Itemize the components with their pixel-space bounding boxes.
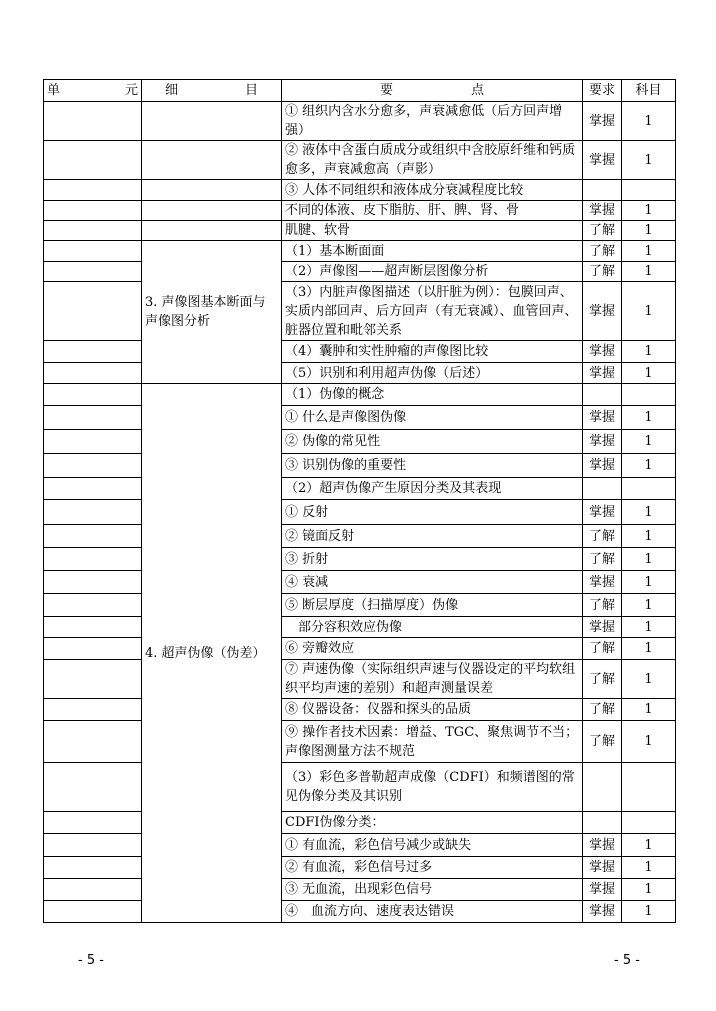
detail-section3: 3. 声像图基本断面与声像图分析 xyxy=(142,241,282,384)
requirement-cell: 掌握 xyxy=(583,454,622,478)
detail-cell xyxy=(142,201,282,221)
subject-cell: 1 xyxy=(622,262,676,282)
subject-cell: 1 xyxy=(622,699,676,721)
requirement-cell: 掌握 xyxy=(583,617,622,638)
point-cell: （3）内脏声像图描述（以肝脏为例）：包膜回声、实质内部回声、后方回声（有无衰减）、血管回声、脏器位置和毗邻关系 xyxy=(282,282,583,341)
point-cell: ① 组织内含水分愈多，声衰减愈低（后方回声增强） xyxy=(282,102,583,141)
requirement-cell xyxy=(583,180,622,201)
unit-cell xyxy=(44,879,142,901)
table-row xyxy=(44,901,676,923)
unit-cell xyxy=(44,262,142,282)
requirement-cell: 了解 xyxy=(583,221,622,241)
subject-cell: 1 xyxy=(622,282,676,341)
subject-cell: 1 xyxy=(622,834,676,857)
point-cell: （1）伪像的概念 xyxy=(282,384,583,406)
requirement-cell xyxy=(583,763,622,812)
unit-cell xyxy=(44,241,142,262)
requirement-cell: 了解 xyxy=(583,525,622,548)
point-cell: ① 反射 xyxy=(282,500,583,525)
subject-cell: 1 xyxy=(622,241,676,262)
page-number-right: - 5 - xyxy=(614,953,640,968)
unit-cell xyxy=(44,478,142,500)
subject-cell: 1 xyxy=(622,901,676,923)
requirement-cell: 掌握 xyxy=(583,571,622,594)
page-number-left: - 5 - xyxy=(78,953,104,968)
subject-cell: 1 xyxy=(622,571,676,594)
header-subject: 科目 xyxy=(622,80,676,102)
subject-cell: 1 xyxy=(622,430,676,454)
unit-cell xyxy=(44,901,142,923)
subject-cell xyxy=(622,763,676,812)
table-row xyxy=(44,430,676,454)
unit-cell xyxy=(44,384,142,406)
point-cell: ① 什么是声像图伪像 xyxy=(282,406,583,430)
table-row xyxy=(44,221,676,241)
requirement-cell: 了解 xyxy=(583,262,622,282)
subject-cell: 1 xyxy=(622,857,676,879)
detail-cell xyxy=(142,221,282,241)
point-cell: ③ 折射 xyxy=(282,548,583,571)
point-cell: ② 有血流，彩色信号过多 xyxy=(282,857,583,879)
table-row xyxy=(44,201,676,221)
subject-cell: 1 xyxy=(622,525,676,548)
subject-cell: 1 xyxy=(622,548,676,571)
table-row xyxy=(44,617,676,638)
requirement-cell: 掌握 xyxy=(583,430,622,454)
point-cell: ⑥ 旁瓣效应 xyxy=(282,638,583,660)
point-cell: ③ 无血流，出现彩色信号 xyxy=(282,879,583,901)
table-row xyxy=(44,812,676,834)
point-cell: （5）识别和利用超声伪像（后述） xyxy=(282,363,583,384)
subject-cell: 1 xyxy=(622,500,676,525)
subject-cell: 1 xyxy=(622,341,676,363)
point-cell: （2）声像图——超声断层图像分析 xyxy=(282,262,583,282)
table-row xyxy=(44,594,676,617)
unit-cell xyxy=(44,660,142,699)
table-row xyxy=(44,879,676,901)
point-cell: ① 有血流，彩色信号减少或缺失 xyxy=(282,834,583,857)
table-row xyxy=(44,857,676,879)
syllabus-table-container xyxy=(43,79,675,923)
requirement-cell: 掌握 xyxy=(583,363,622,384)
table-row xyxy=(44,384,676,406)
requirement-cell: 了解 xyxy=(583,594,622,617)
requirement-cell: 掌握 xyxy=(583,141,622,180)
subject-cell: 1 xyxy=(622,638,676,660)
subject-cell: 1 xyxy=(622,102,676,141)
subject-cell: 1 xyxy=(622,879,676,901)
requirement-cell: 掌握 xyxy=(583,282,622,341)
point-cell: ⑧ 仪器设备：仪器和探头的品质 xyxy=(282,699,583,721)
table-row xyxy=(44,500,676,525)
header-detail: 细 目 xyxy=(142,80,282,102)
table-row xyxy=(44,525,676,548)
subject-cell: 1 xyxy=(622,617,676,638)
subject-cell: 1 xyxy=(622,201,676,221)
subject-cell: 1 xyxy=(622,221,676,241)
unit-cell xyxy=(44,454,142,478)
unit-cell xyxy=(44,201,142,221)
detail-cell xyxy=(142,141,282,180)
unit-cell xyxy=(44,406,142,430)
table-row xyxy=(44,282,676,341)
subject-cell: 1 xyxy=(622,141,676,180)
detail-cell xyxy=(142,180,282,201)
point-cell: ⑨ 操作者技术因素：增益、TGC、聚焦调节不当；声像图测量方法不规范 xyxy=(282,721,583,763)
unit-cell xyxy=(44,571,142,594)
point-cell: （1）基本断面面 xyxy=(282,241,583,262)
header-unit: 单 元 xyxy=(44,80,142,102)
table-row xyxy=(44,660,676,699)
requirement-cell: 掌握 xyxy=(583,500,622,525)
requirement-cell: 了解 xyxy=(583,699,622,721)
requirement-cell: 掌握 xyxy=(583,834,622,857)
unit-cell xyxy=(44,617,142,638)
subject-cell: 1 xyxy=(622,721,676,763)
point-cell: ④ 衰减 xyxy=(282,571,583,594)
unit-cell xyxy=(44,812,142,834)
table-row xyxy=(44,406,676,430)
unit-cell xyxy=(44,763,142,812)
unit-cell xyxy=(44,857,142,879)
requirement-cell: 了解 xyxy=(583,660,622,699)
subject-cell xyxy=(622,478,676,500)
table-row xyxy=(44,363,676,384)
requirement-cell: 掌握 xyxy=(583,901,622,923)
requirement-cell xyxy=(583,478,622,500)
unit-cell xyxy=(44,102,142,141)
header-points: 要 点 xyxy=(282,80,583,102)
detail-section4: 4. 超声伪像（伪差） xyxy=(142,384,282,923)
table-row xyxy=(44,548,676,571)
point-cell: ② 镜面反射 xyxy=(282,525,583,548)
subject-cell xyxy=(622,180,676,201)
point-cell: 部分容积效应伪像 xyxy=(282,617,583,638)
table-row xyxy=(44,262,676,282)
point-cell: ③ 识别伪像的重要性 xyxy=(282,454,583,478)
unit-cell xyxy=(44,548,142,571)
unit-cell xyxy=(44,141,142,180)
unit-cell xyxy=(44,594,142,617)
table-row xyxy=(44,241,676,262)
requirement-cell xyxy=(583,384,622,406)
unit-cell xyxy=(44,282,142,341)
header-row xyxy=(44,80,676,102)
requirement-cell xyxy=(583,812,622,834)
point-cell: 肌腱、软骨 xyxy=(282,221,583,241)
requirement-cell: 掌握 xyxy=(583,341,622,363)
point-cell: （2）超声伪像产生原因分类及其表现 xyxy=(282,478,583,500)
table-row xyxy=(44,834,676,857)
unit-cell xyxy=(44,638,142,660)
requirement-cell: 掌握 xyxy=(583,879,622,901)
requirement-cell: 掌握 xyxy=(583,406,622,430)
table-row xyxy=(44,141,676,180)
requirement-cell: 了解 xyxy=(583,721,622,763)
point-cell: （3）彩色多普勒超声成像（CDFI）和频谱图的常见伪像分类及其识别 xyxy=(282,763,583,812)
table-row xyxy=(44,721,676,763)
point-cell: 不同的体液、皮下脂肪、肝、脾、肾、骨 xyxy=(282,201,583,221)
unit-cell xyxy=(44,500,142,525)
table-row xyxy=(44,699,676,721)
unit-cell xyxy=(44,180,142,201)
unit-cell xyxy=(44,721,142,763)
point-cell: ③ 人体不同组织和液体成分衰减程度比较 xyxy=(282,180,583,201)
unit-cell xyxy=(44,834,142,857)
point-cell: ④ 血流方向、速度表达错误 xyxy=(282,901,583,923)
syllabus-table xyxy=(43,79,676,923)
unit-cell xyxy=(44,430,142,454)
point-cell: ⑤ 断层厚度（扫描厚度）伪像 xyxy=(282,594,583,617)
subject-cell: 1 xyxy=(622,406,676,430)
point-cell: ② 液体中含蛋白质成分或组织中含胶原纤维和钙质愈多，声衰减愈高（声影） xyxy=(282,141,583,180)
subject-cell xyxy=(622,812,676,834)
point-cell: ② 伪像的常见性 xyxy=(282,430,583,454)
subject-cell: 1 xyxy=(622,660,676,699)
point-cell: （4）囊肿和实性肿瘤的声像图比较 xyxy=(282,341,583,363)
header-requirement: 要求 xyxy=(583,80,622,102)
table-row xyxy=(44,763,676,812)
requirement-cell: 掌握 xyxy=(583,102,622,141)
subject-cell: 1 xyxy=(622,363,676,384)
point-cell: CDFI伪像分类： xyxy=(282,812,583,834)
table-row xyxy=(44,454,676,478)
table-row xyxy=(44,638,676,660)
table-row xyxy=(44,478,676,500)
unit-cell xyxy=(44,363,142,384)
unit-cell xyxy=(44,221,142,241)
detail-cell xyxy=(142,102,282,141)
unit-cell xyxy=(44,525,142,548)
requirement-cell: 了解 xyxy=(583,548,622,571)
table-row xyxy=(44,571,676,594)
requirement-cell: 掌握 xyxy=(583,857,622,879)
subject-cell xyxy=(622,384,676,406)
table-row xyxy=(44,341,676,363)
subject-cell: 1 xyxy=(622,454,676,478)
table-row xyxy=(44,102,676,141)
subject-cell: 1 xyxy=(622,594,676,617)
unit-cell xyxy=(44,341,142,363)
unit-cell xyxy=(44,699,142,721)
point-cell: ⑦ 声速伪像（实际组织声速与仪器设定的平均软组织平均声速的差别）和超声测量误差 xyxy=(282,660,583,699)
requirement-cell: 掌握 xyxy=(583,201,622,221)
table-row xyxy=(44,180,676,201)
requirement-cell: 了解 xyxy=(583,638,622,660)
requirement-cell: 了解 xyxy=(583,241,622,262)
